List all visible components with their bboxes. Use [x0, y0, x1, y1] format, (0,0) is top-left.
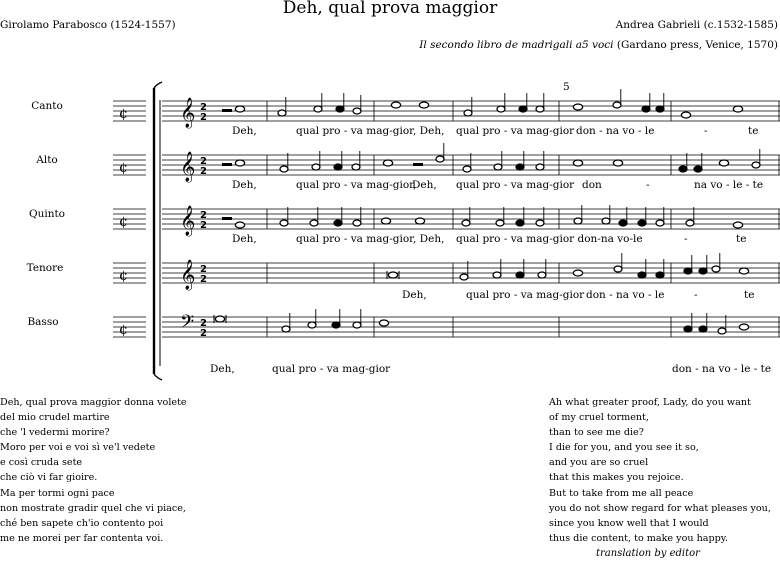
page-title: Deh, qual prova maggior [282, 0, 498, 18]
lyric-syllable: - [646, 179, 650, 191]
note-head [752, 162, 760, 168]
poet-credit: Girolamo Parabosco (1524-1557) [0, 19, 176, 31]
note-head [712, 266, 720, 272]
poem-italian [0, 395, 187, 546]
poem-english-line: since you know well that I would [549, 517, 709, 529]
lyric-syllable: don - na vo - le - te [672, 363, 772, 375]
lyric-syllable: Deh, [232, 233, 257, 245]
note-head [739, 324, 748, 330]
note-head [464, 110, 472, 116]
note-head [642, 106, 650, 112]
lyric-syllable: don - na vo - le [586, 289, 665, 301]
note-head [463, 166, 471, 172]
poem-italian-line: me ne morei per far contenta voi. [0, 532, 164, 544]
lyric-syllable: - [684, 233, 688, 245]
poem-italian-line: Moro per voi e voi sì ve'l vedete [0, 442, 156, 454]
note-head [536, 106, 544, 112]
incipit-cut-time: ¢ [119, 106, 128, 122]
lyric-syllable: qual pro - va mag-gior, [296, 179, 417, 191]
time-sig-top: 2 [200, 318, 207, 329]
lyric-syllable: Deh, [210, 363, 235, 375]
treble-clef: 𝄞 [180, 98, 196, 128]
note-head [280, 220, 288, 226]
time-sig-bottom: 2 [200, 328, 207, 339]
time-sig-top: 2 [200, 264, 207, 275]
staves [113, 97, 780, 339]
lyric-syllable: te [736, 233, 747, 245]
note-head [699, 268, 707, 274]
instrument-name: Alto [36, 154, 58, 166]
instrument-name: Quinto [28, 208, 66, 220]
note-head [436, 156, 444, 162]
note-head [353, 220, 361, 226]
note-head [419, 102, 428, 108]
score-graphics [154, 82, 162, 380]
opening-rest [222, 163, 232, 166]
lyric-syllable: Deh, [232, 125, 257, 137]
poem-english-line: and you are so cruel [549, 457, 649, 469]
lyric-syllable: qual pro - va mag-gior don-na vo-le [456, 233, 643, 245]
note-head [496, 220, 504, 226]
poem-english-line: Ah what greater proof, Lady, do you want [549, 397, 751, 408]
instrument-names [27, 100, 65, 328]
note-head [739, 268, 748, 274]
bracket-bottom [154, 374, 162, 380]
source-publisher: (Gardano press, Venice, 1570) [613, 39, 778, 51]
note-head [280, 166, 288, 172]
note-head [733, 222, 742, 228]
lyric-syllable: - [694, 289, 698, 301]
poem-italian-line: non mostrate gradir quel che vi piace, [0, 502, 186, 514]
time-sig-top: 2 [200, 210, 207, 221]
time-sig-bottom: 2 [200, 220, 207, 231]
bracket-top [154, 82, 162, 88]
note-head [536, 164, 544, 170]
note-head [462, 220, 470, 226]
note-head [383, 160, 392, 166]
note-head [379, 320, 388, 326]
instrument-name: Basso [27, 316, 59, 328]
incipit-cut-time: ¢ [119, 214, 128, 230]
incipit-cut-time: ¢ [119, 322, 128, 338]
lyric-syllable: te [744, 289, 755, 301]
poem-english-line: I die for you, and you see it so, [549, 442, 699, 454]
poem-italian-line: del mio crudel martire [0, 412, 110, 424]
note-head [574, 218, 582, 224]
lyric-syllable: Deh, [402, 289, 427, 301]
note-head [334, 220, 342, 226]
poem-english-line: than to see me die? [549, 427, 644, 439]
note-head [656, 272, 664, 278]
note-head [613, 102, 621, 108]
source-title: Il secondo libro de madrigali a5 voci [419, 39, 614, 51]
note-head [336, 106, 344, 112]
note-head [718, 328, 726, 334]
treble-clef: 𝄞 [180, 152, 196, 182]
composer-credit: Andrea Gabrieli (c.1532-1585) [615, 19, 778, 31]
lyric-syllable: qual pro - va mag-gior, Deh, [296, 233, 445, 245]
translation-credit: translation by editor [596, 547, 700, 559]
note-head [460, 274, 468, 280]
time-sig-top: 2 [200, 102, 207, 113]
poem-italian-line: Deh, qual prova maggior donna volete [0, 397, 187, 408]
note-head [656, 106, 664, 112]
poem-italian-line: che ciò vi far gioire. [0, 472, 98, 484]
lyric-syllable: na vo - le - te [694, 179, 764, 191]
note-head [278, 110, 286, 116]
note-head [686, 220, 694, 226]
note-head [516, 164, 524, 170]
note-head [388, 272, 397, 278]
poem-english-line: of my cruel torment, [549, 412, 649, 424]
lyric-syllable: don [582, 179, 602, 191]
note-head [391, 102, 400, 108]
note-head [497, 106, 505, 112]
note-head [681, 112, 690, 118]
lyric-syllable: qual pro - va mag-gior, Deh, [296, 125, 445, 137]
note-head [215, 316, 224, 322]
note-head [602, 218, 610, 224]
lyric-syllable: qual pro - va mag-gior [456, 125, 575, 137]
note-head [493, 272, 501, 278]
note-head [235, 222, 244, 228]
lyric-syllable: qual pro - va mag-gior [456, 179, 575, 191]
note-head [494, 164, 502, 170]
treble-clef: 𝄞 [180, 206, 196, 236]
measure-number: 5 [563, 81, 570, 93]
poem-english-lines [549, 395, 771, 546]
lyric-syllable: te [748, 125, 759, 137]
note-head [573, 104, 582, 110]
note-head [684, 326, 692, 332]
note-head [516, 272, 524, 278]
note-head [235, 160, 244, 166]
instrument-name: Tenore [26, 262, 64, 274]
lyric-syllable: qual pro - va mag-gior [466, 289, 585, 301]
note-head [694, 166, 702, 172]
note-head [381, 218, 390, 224]
note-head [619, 220, 627, 226]
poem-english [549, 395, 771, 561]
poem-english-line: that this makes you rejoice. [549, 472, 684, 484]
note-head [332, 322, 340, 328]
instrument-name: Canto [31, 100, 63, 112]
note-head [353, 322, 361, 328]
note-head [282, 326, 290, 332]
note-head [638, 220, 646, 226]
note-head [312, 164, 320, 170]
poem-italian-line: che 'l vedermi morire? [0, 427, 110, 439]
opening-rest [222, 217, 232, 220]
lyric-syllable: - [704, 125, 708, 137]
note-head [679, 166, 687, 172]
poem-italian-line: Ma per tormi ogni pace [0, 487, 115, 499]
note-head [536, 220, 544, 226]
time-sig-bottom: 2 [200, 274, 207, 285]
treble-clef: 𝄞 [180, 260, 196, 290]
incipit-cut-time: ¢ [119, 268, 128, 284]
note-head [638, 272, 646, 278]
note-head [353, 108, 361, 114]
note-head [538, 272, 546, 278]
lyric-syllable: Deh, [412, 179, 437, 191]
lyric-syllable: Deh, [232, 179, 257, 191]
note-head [733, 106, 742, 112]
note-head [573, 160, 582, 166]
note-head [573, 270, 582, 276]
note-head [308, 322, 316, 328]
note-head [352, 164, 360, 170]
note-head [684, 268, 692, 274]
opening-rest [222, 109, 232, 112]
note-head [519, 106, 527, 112]
poem-english-line: thus die content, to make you happy. [549, 532, 728, 544]
note-head [614, 266, 622, 272]
note-head [235, 106, 244, 112]
note-head [656, 220, 664, 226]
note-head [334, 164, 342, 170]
poem-italian-line: ché ben sapete ch'io contento poi [0, 517, 164, 529]
time-sig-bottom: 2 [200, 112, 207, 123]
rest [413, 163, 423, 166]
note-head [613, 160, 622, 166]
note-head [310, 220, 318, 226]
note-head [415, 218, 424, 224]
incipit-cut-time: ¢ [119, 160, 128, 176]
lyric-syllable: don - na vo - le [576, 125, 655, 137]
poem-english-line: you do not show regard for what pleases you, [549, 502, 771, 514]
lyric-syllable: qual pro - va mag-gior [272, 363, 391, 375]
poem-italian-line: e così cruda sete [0, 457, 83, 469]
time-sig-top: 2 [200, 156, 207, 167]
bass-clef: 𝄢 [180, 312, 195, 337]
note-head [314, 106, 322, 112]
note-head [719, 160, 728, 166]
note-head [516, 220, 524, 226]
note-head [699, 326, 707, 332]
time-sig-bottom: 2 [200, 166, 207, 177]
poem-english-line: But to take from me all peace [549, 487, 694, 499]
